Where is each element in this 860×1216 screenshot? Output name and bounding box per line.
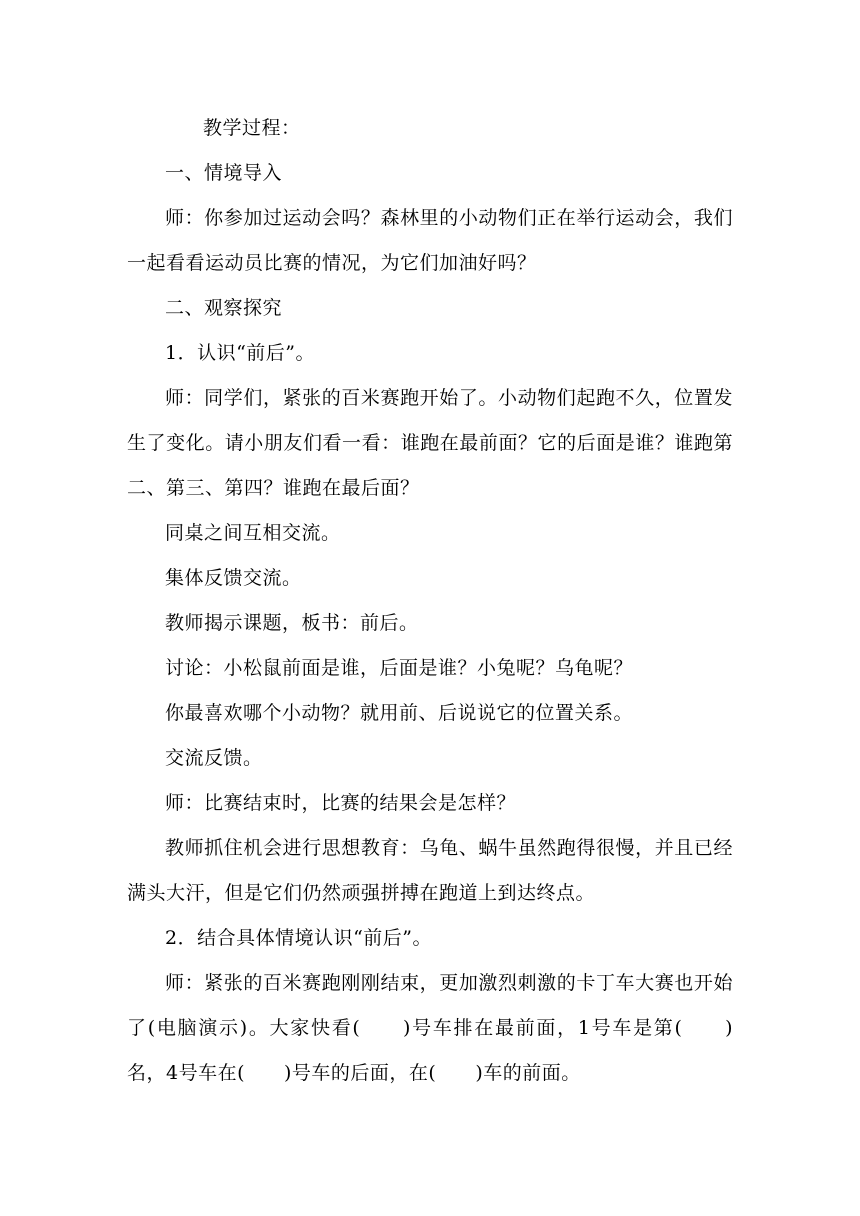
paragraph-moral-education: 教师抓住机会进行思想教育：乌龟、蜗牛虽然跑得很慢，并且已经满头大汗，但是它们仍然顽强拼搏在跑道上到达终点。 bbox=[127, 837, 733, 904]
paragraph-reveal-topic: 教师揭示课题，板书：前后。 bbox=[165, 612, 419, 634]
paragraph-pair-discussion: 同桌之间互相交流。 bbox=[165, 522, 341, 544]
paragraph-discussion-squirrel: 讨论：小松鼠前面是谁，后面是谁？小兔呢？乌龟呢？ bbox=[165, 657, 634, 679]
paragraph-teacher-intro: 师：你参加过运动会吗？森林里的小动物们正在举行运动会，我们一起看看运动员比赛的情况，为它们加油好吗？ bbox=[127, 207, 733, 274]
paragraph-race-result: 师：比赛结束时，比赛的结果会是怎样？ bbox=[165, 792, 517, 814]
paragraph-group-feedback: 集体反馈交流。 bbox=[165, 567, 302, 589]
subheading-context-front-back: 2．结合具体情境认识“前后”。 bbox=[165, 927, 433, 949]
section-heading-teaching-process: 教学过程： bbox=[203, 117, 301, 139]
document-page bbox=[127, 106, 733, 1096]
paragraph-kart-race: 师：紧张的百米赛跑刚刚结束，更加激烈刺激的卡丁车大赛也开始了(电脑演示)。大家快看( )号车排在最前面，1号车是第( )名，4号车在( )号车的后面，在( )车的前面。 bbox=[127, 972, 733, 1084]
subheading-front-back: 1．认识“前后”。 bbox=[165, 342, 316, 364]
paragraph-feedback: 交流反馈。 bbox=[165, 747, 263, 769]
section-heading-intro: 一、情境导入 bbox=[165, 162, 283, 184]
paragraph-favorite-animal: 你最喜欢哪个小动物？就用前、后说说它的位置关系。 bbox=[165, 702, 634, 724]
paragraph-race-start: 师：同学们，紧张的百米赛跑开始了。小动物们起跑不久，位置发生了变化。请小朋友们看一看：谁跑在最前面？它的后面是谁？谁跑第二、第三、第四？谁跑在最后面？ bbox=[127, 387, 733, 499]
section-heading-explore: 二、观察探究 bbox=[165, 297, 283, 319]
